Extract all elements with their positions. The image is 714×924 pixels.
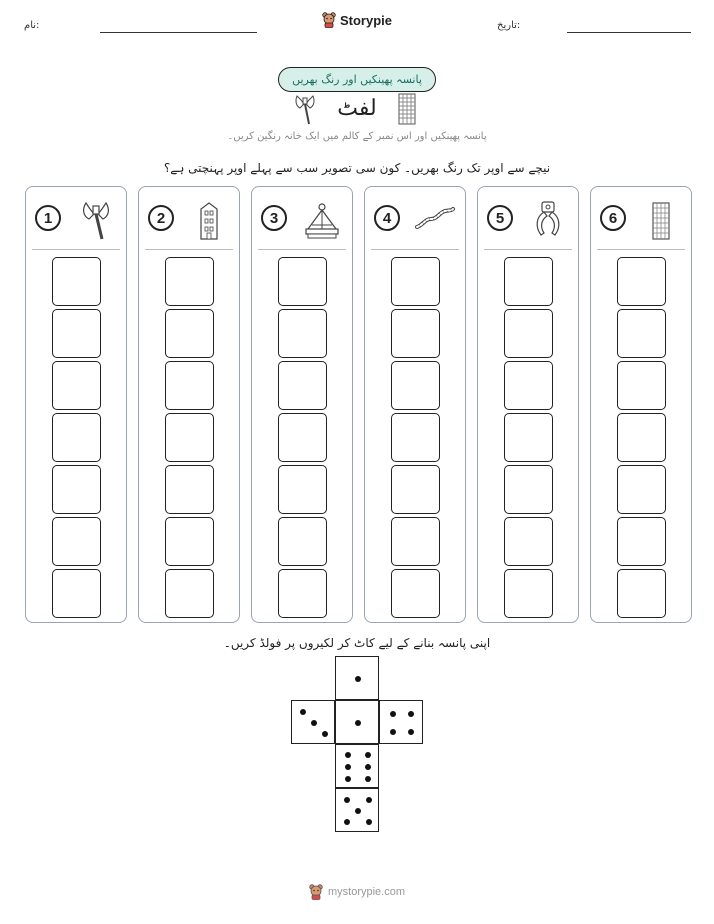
color-box[interactable]	[504, 465, 553, 514]
tower-icon	[187, 199, 231, 241]
date-field-line[interactable]	[567, 32, 691, 33]
color-box[interactable]	[617, 465, 666, 514]
name-field-line[interactable]	[100, 32, 257, 33]
title-row	[0, 92, 714, 130]
color-box[interactable]	[617, 413, 666, 462]
column-header	[365, 197, 465, 241]
name-label: نام:	[24, 20, 40, 31]
bear-mascot-icon	[309, 884, 323, 900]
brand-logo	[0, 12, 714, 32]
color-box[interactable]	[278, 517, 327, 566]
column-1	[25, 186, 127, 623]
color-box[interactable]	[278, 569, 327, 618]
die-pip	[344, 819, 350, 825]
color-box[interactable]	[617, 309, 666, 358]
column-4	[364, 186, 466, 623]
bear-mascot-icon	[322, 12, 336, 28]
die-pip	[311, 720, 317, 726]
footer-url[interactable]: mystorypie.com	[327, 886, 406, 898]
color-box[interactable]	[617, 569, 666, 618]
column-header	[139, 197, 239, 241]
dice-instruction: اپنی پانسہ بنانے کے لیے کاٹ کر لکیروں پر فولڈ کریں۔	[223, 636, 491, 650]
color-box[interactable]	[617, 257, 666, 306]
color-box[interactable]	[504, 257, 553, 306]
column-divider	[484, 249, 572, 250]
color-box[interactable]	[165, 361, 214, 410]
color-box[interactable]	[165, 569, 214, 618]
rope-icon	[413, 199, 457, 241]
die-pip	[365, 764, 371, 770]
color-box[interactable]	[391, 569, 440, 618]
color-box[interactable]	[617, 517, 666, 566]
color-box[interactable]	[391, 465, 440, 514]
color-box[interactable]	[504, 569, 553, 618]
color-box[interactable]	[391, 517, 440, 566]
die-pip	[365, 776, 371, 782]
column-divider	[32, 249, 120, 250]
color-box[interactable]	[504, 361, 553, 410]
column-6	[590, 186, 692, 623]
column-number: 1	[35, 205, 61, 231]
die-pip	[345, 776, 351, 782]
activity-pill: پانسہ پھینکیں اور رنگ بھریں	[278, 67, 436, 92]
die-pip	[355, 720, 361, 726]
die-pip	[390, 729, 396, 735]
instruction-subtitle: پانسہ پھینکیں اور اس نمبر کے کالم میں ایک خانہ رنگین کریں۔	[227, 131, 487, 142]
skyscraper-icon	[639, 199, 683, 241]
column-number: 2	[148, 205, 174, 231]
color-box[interactable]	[504, 413, 553, 462]
die-face-right	[379, 700, 423, 744]
color-box[interactable]	[165, 257, 214, 306]
column-divider	[597, 249, 685, 250]
die-pip	[408, 729, 414, 735]
die-face-bottom	[335, 788, 379, 832]
color-box[interactable]	[391, 309, 440, 358]
die-pip	[344, 797, 350, 803]
skyscraper-icon	[396, 92, 418, 126]
column-number: 3	[261, 205, 287, 231]
color-box[interactable]	[165, 413, 214, 462]
claw-icon	[526, 199, 570, 241]
color-box[interactable]	[52, 517, 101, 566]
color-box[interactable]	[278, 361, 327, 410]
color-box[interactable]	[52, 465, 101, 514]
column-number: 5	[487, 205, 513, 231]
color-box[interactable]	[278, 413, 327, 462]
die-pip	[345, 764, 351, 770]
die-pip	[408, 711, 414, 717]
color-box[interactable]	[165, 309, 214, 358]
column-3	[251, 186, 353, 623]
die-face-center	[335, 700, 379, 744]
color-box[interactable]	[52, 569, 101, 618]
die-pip	[355, 808, 361, 814]
column-2	[138, 186, 240, 623]
column-divider	[145, 249, 233, 250]
die-pip	[355, 676, 361, 682]
die-pip	[345, 752, 351, 758]
die-pip	[365, 752, 371, 758]
column-header	[252, 197, 352, 241]
color-box[interactable]	[504, 309, 553, 358]
die-pip	[300, 709, 306, 715]
footer	[0, 884, 714, 904]
color-box[interactable]	[504, 517, 553, 566]
column-header	[478, 197, 578, 241]
column-5	[477, 186, 579, 623]
column-header	[26, 197, 126, 241]
column-number: 4	[374, 205, 400, 231]
brand-name: Storypie	[339, 12, 392, 28]
color-box[interactable]	[391, 413, 440, 462]
color-box[interactable]	[278, 257, 327, 306]
column-divider	[258, 249, 346, 250]
die-face-left	[291, 700, 335, 744]
color-box[interactable]	[165, 465, 214, 514]
date-label: تاریخ:	[497, 20, 521, 31]
color-box[interactable]	[391, 257, 440, 306]
color-box[interactable]	[391, 361, 440, 410]
column-number: 6	[600, 205, 626, 231]
color-box[interactable]	[278, 309, 327, 358]
die-pip	[366, 819, 372, 825]
color-box[interactable]	[52, 413, 101, 462]
die-pip	[366, 797, 372, 803]
lift-platform-icon	[300, 199, 344, 241]
die-pip	[390, 711, 396, 717]
die-pip	[322, 731, 328, 737]
color-box[interactable]	[52, 257, 101, 306]
column-divider	[371, 249, 459, 250]
question-text: نیچے سے اوپر تک رنگ بھریں۔ کون سی تصویر سب سے پہلے اوپر پہنچتی ہے؟	[163, 161, 551, 175]
color-box[interactable]	[278, 465, 327, 514]
axe-icon	[74, 199, 118, 241]
color-box[interactable]	[52, 361, 101, 410]
die-face-top	[335, 656, 379, 700]
color-box[interactable]	[165, 517, 214, 566]
column-header	[591, 197, 691, 241]
color-box[interactable]	[617, 361, 666, 410]
color-box[interactable]	[52, 309, 101, 358]
worksheet-title: لفٹ	[337, 96, 377, 121]
die-face-lower	[335, 744, 379, 788]
